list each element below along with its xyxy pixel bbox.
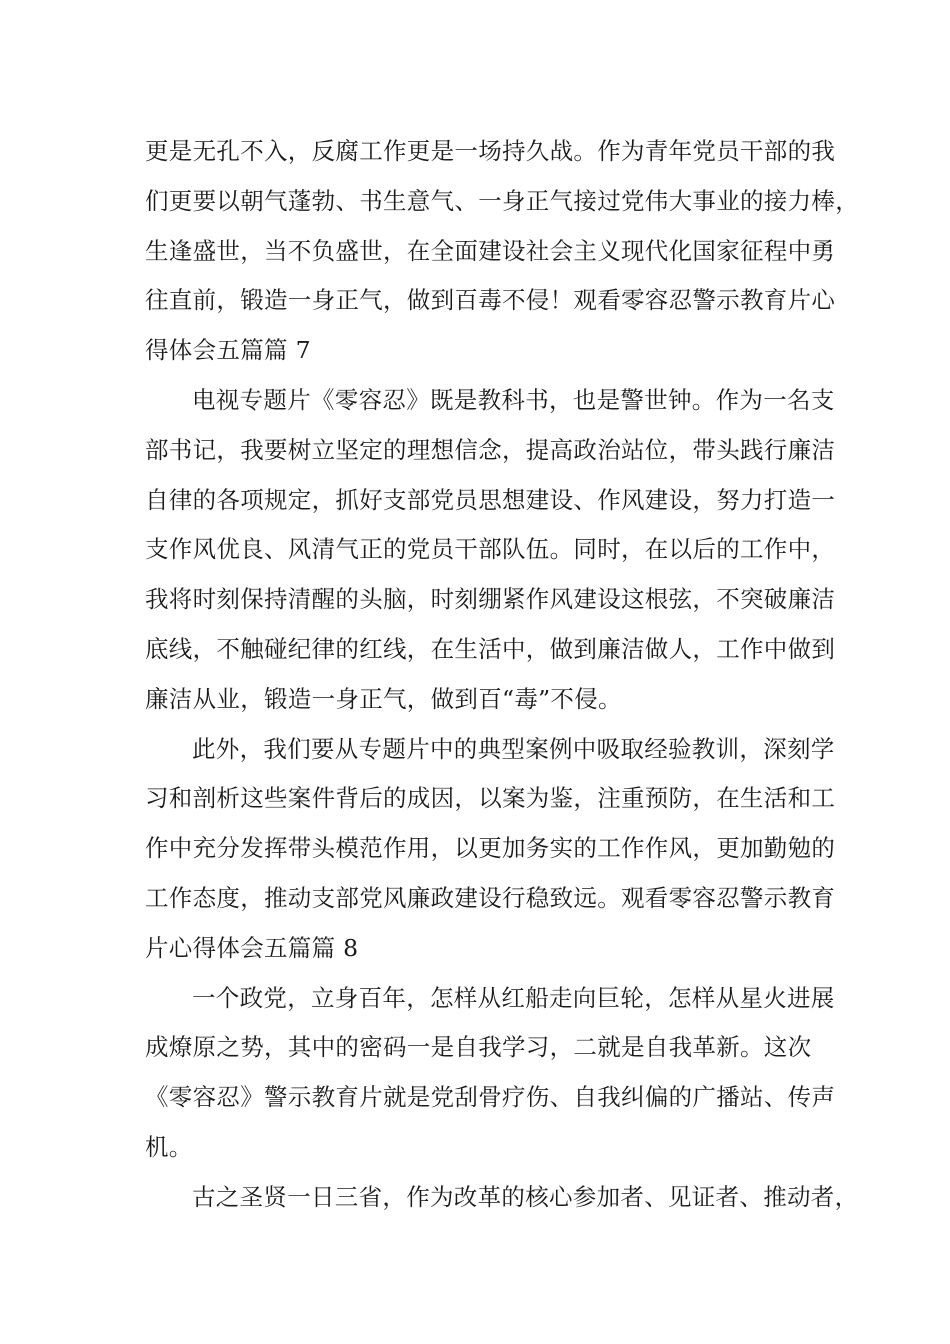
text-line: 工作态度，推动支部党风廉政建设行稳致远。观看零容忍警示教育 — [145, 883, 836, 912]
text-line: 机。 — [145, 1132, 193, 1161]
text-line: 作中充分发挥带头模范作用，以更加务实的工作作风，更加勤勉的 — [145, 834, 836, 863]
text-line: 往直前，锻造一身正气，做到百毒不侵！观看零容忍警示教育片心 — [145, 286, 836, 315]
paragraph-start-line: 此外，我们要从专题片中的典型案例中吸取经验教训，深刻学 — [192, 734, 835, 763]
text-line: 我将时刻保持清醒的头脑，时刻绷紧作风建设这根弦，不突破廉洁 — [145, 585, 836, 614]
paragraph-start-line: 一个政党，立身百年，怎样从红船走向巨轮，怎样从星火进展 — [192, 983, 835, 1012]
text-line: 们更要以朝气蓬勃、书生意气、一身正气接过党伟大事业的接力棒， — [145, 186, 859, 215]
text-line: 成燎原之势，其中的密码一是自我学习，二就是自我革新。这次 — [145, 1033, 812, 1062]
document-body — [145, 127, 859, 1223]
section-heading-line: 得体会五篇篇 7 — [145, 336, 311, 365]
text-line: 底线，不触碰纪律的红线，在生活中，做到廉洁做人，工作中做到 — [145, 634, 836, 663]
section-heading-line: 片心得体会五篇篇 8 — [145, 933, 359, 962]
text-line: 廉洁从业，锻造一身正气，做到百“毒”不侵。 — [145, 684, 622, 713]
text-line: 部书记，我要树立坚定的理想信念，提高政治站位，带头践行廉洁 — [145, 435, 836, 464]
paragraph-start-line: 电视专题片《零容忍》既是教科书，也是警世钟。作为一名支 — [192, 385, 835, 414]
text-line: 更是无孔不入，反腐工作更是一场持久战。作为青年党员干部的我 — [145, 137, 836, 165]
text-line: 支作风优良、风清气正的党员干部队伍。同时，在以后的工作中， — [145, 535, 836, 564]
text-line: 习和剖析这些案件背后的成因，以案为鉴，注重预防，在生活和工 — [145, 784, 836, 813]
text-line: 《零容忍》警示教育片就是党刮骨疗伤、自我纠偏的广播站、传声 — [145, 1083, 836, 1112]
paragraph-start-line: 古之圣贤一日三省，作为改革的核心参加者、见证者、推动者， — [192, 1182, 859, 1211]
text-line: 自律的各项规定，抓好支部党员思想建设、作风建设，努力打造一 — [145, 485, 836, 514]
text-line: 生逢盛世，当不负盛世，在全面建设社会主义现代化国家征程中勇 — [145, 236, 836, 265]
